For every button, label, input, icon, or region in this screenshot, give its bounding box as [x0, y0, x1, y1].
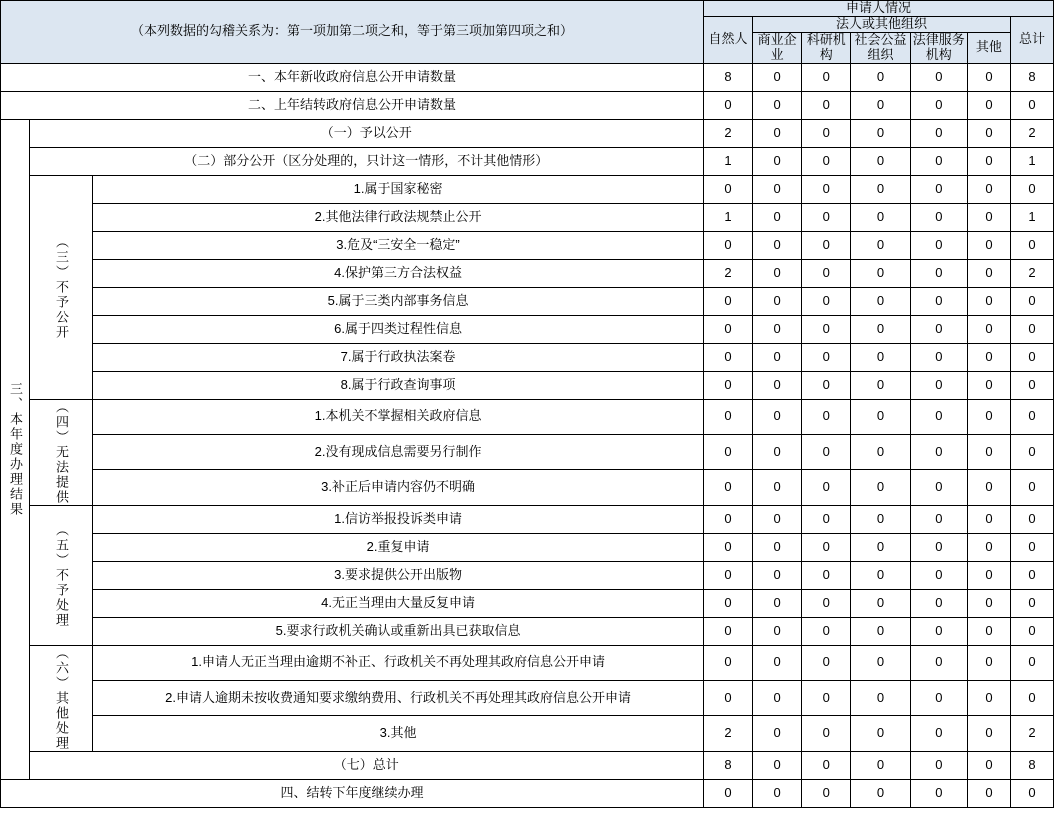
row-label-needs-creation: 2.没有现成信息需要另行制作: [93, 435, 704, 470]
cell-value: 0: [802, 751, 851, 779]
table-row: [1, 231, 1054, 259]
cell-value: 0: [851, 315, 910, 343]
header-legal-entity-group: 法人或其他组织: [753, 16, 1011, 32]
row-label-petition-complaint: 1.信访举报投诉类申请: [93, 505, 704, 533]
cell-value: 0: [703, 399, 752, 434]
header-note-cell: （本列数据的勾稽关系为：第一项加第二项之和，等于第三项加第四项之和）: [1, 1, 704, 64]
row-label-process-info: 6.属于四类过程性信息: [93, 315, 704, 343]
cell-value: 0: [753, 681, 802, 716]
cell-value: 0: [1010, 589, 1053, 617]
cell-value: 0: [851, 343, 910, 371]
cell-value: 0: [910, 315, 967, 343]
cell-value: 0: [910, 779, 967, 807]
cell-value: 0: [802, 399, 851, 434]
cell-value: 0: [1010, 435, 1053, 470]
row-label-still-unclear-after-correction: 3.补正后申请内容仍不明确: [93, 470, 704, 505]
cell-value: 0: [910, 589, 967, 617]
cell-value: 0: [851, 203, 910, 231]
cell-value: 0: [703, 589, 752, 617]
cell-value: 0: [851, 287, 910, 315]
cell-value: 0: [967, 779, 1010, 807]
cell-value: 0: [851, 147, 910, 175]
cell-value: 0: [851, 259, 910, 287]
cell-value: 0: [753, 147, 802, 175]
cell-value: 0: [802, 119, 851, 147]
cell-value: 0: [753, 779, 802, 807]
cell-value: 0: [703, 779, 752, 807]
cell-value: 0: [1010, 505, 1053, 533]
cell-value: 0: [967, 343, 1010, 371]
cell-value: 0: [967, 589, 1010, 617]
header-col-legal-service: 法律服务机构: [910, 32, 967, 63]
cell-value: 0: [967, 561, 1010, 589]
group-label-text: （五）不予处理: [54, 522, 69, 628]
table-row: [1, 287, 1054, 315]
header-applicant-group: 申请人情况: [703, 1, 1053, 17]
cell-value: 0: [967, 147, 1010, 175]
cell-value: 0: [703, 505, 752, 533]
cell-value: 0: [910, 259, 967, 287]
cell-value: 0: [851, 435, 910, 470]
row-label-repeated-without-reason: 4.无正当理由大量反复申请: [93, 589, 704, 617]
row-label-endanger-safety: 3.危及“三安全一稳定”: [93, 231, 704, 259]
cell-value: 0: [851, 119, 910, 147]
cell-value: 0: [802, 561, 851, 589]
cell-value: 0: [802, 259, 851, 287]
cell-value: 0: [967, 259, 1010, 287]
table-row: [1, 645, 1054, 680]
cell-value: 0: [967, 435, 1010, 470]
cell-value: 0: [910, 561, 967, 589]
cell-value: 0: [703, 470, 752, 505]
cell-value: 0: [753, 533, 802, 561]
cell-value: 0: [1010, 315, 1053, 343]
cell-value: 0: [910, 91, 967, 119]
cell-value: 0: [802, 203, 851, 231]
cell-value: 0: [910, 716, 967, 751]
table-row: [1, 343, 1054, 371]
cell-value: 0: [703, 315, 752, 343]
cell-value: 0: [1010, 779, 1053, 807]
cell-value: 0: [851, 751, 910, 779]
cell-value: 0: [802, 470, 851, 505]
cell-value: 0: [703, 533, 752, 561]
cell-value: 0: [753, 315, 802, 343]
cell-value: 0: [967, 470, 1010, 505]
group-label-not-disclosed: [29, 175, 92, 399]
cell-value: 0: [967, 315, 1010, 343]
cell-value: 0: [967, 175, 1010, 203]
row-label-confirm-or-reissue: 5.要求行政机关确认或重新出具已获取信息: [93, 617, 704, 645]
cell-value: 0: [851, 175, 910, 203]
cell-value: 0: [910, 343, 967, 371]
cell-value: 0: [802, 287, 851, 315]
cell-value: 0: [967, 533, 1010, 561]
table-row: [1, 119, 1054, 147]
row-label-carried-over-applications: 二、上年结转政府信息公开申请数量: [1, 91, 704, 119]
cell-value: 0: [753, 505, 802, 533]
cell-value: 0: [703, 435, 752, 470]
cell-value: 0: [802, 175, 851, 203]
group-label-cannot-provide: [29, 399, 92, 505]
group-label-other-handling: [29, 645, 92, 751]
cell-value: 0: [703, 175, 752, 203]
row-label-published-material: 3.要求提供公开出版物: [93, 561, 704, 589]
table-row: [1, 175, 1054, 203]
cell-value: 0: [1010, 231, 1053, 259]
cell-value: 0: [967, 63, 1010, 91]
cell-value: 0: [967, 681, 1010, 716]
cell-value: 0: [703, 287, 752, 315]
cell-value: 0: [910, 645, 967, 680]
cell-value: 0: [851, 561, 910, 589]
table-row: [1, 751, 1054, 779]
cell-value: 0: [703, 231, 752, 259]
cell-value: 0: [910, 63, 967, 91]
cell-value: 0: [753, 231, 802, 259]
cell-value: 0: [851, 231, 910, 259]
cell-value: 0: [753, 399, 802, 434]
cell-value: 0: [967, 505, 1010, 533]
cell-value: 0: [910, 231, 967, 259]
cell-value: 0: [753, 371, 802, 399]
cell-value: 0: [967, 399, 1010, 434]
row-label-other-law-prohibits: 2.其他法律行政法规禁止公开: [93, 203, 704, 231]
cell-value: 0: [910, 435, 967, 470]
row-label-overdue-no-correction: 1.申请人无正当理由逾期不补正、行政机关不再处理其政府信息公开申请: [93, 645, 704, 680]
cell-value: 8: [703, 751, 752, 779]
row-label-state-secret: 1.属于国家秘密: [93, 175, 704, 203]
cell-value: 0: [1010, 287, 1053, 315]
cell-value: 0: [802, 435, 851, 470]
section-label-text: 三、本年度办理结果: [7, 381, 23, 517]
cell-value: 0: [753, 561, 802, 589]
cell-value: 0: [910, 681, 967, 716]
cell-value: 0: [967, 119, 1010, 147]
cell-value: 0: [703, 645, 752, 680]
table-row: [1, 470, 1054, 505]
header-col-business: 商业企业: [753, 32, 802, 63]
cell-value: 0: [967, 371, 1010, 399]
cell-value: 0: [851, 533, 910, 561]
cell-value: 0: [753, 751, 802, 779]
cell-value: 0: [802, 91, 851, 119]
header-col-research: 科研机构: [802, 32, 851, 63]
cell-value: 0: [910, 371, 967, 399]
cell-value: 2: [703, 119, 752, 147]
cell-value: 0: [802, 231, 851, 259]
cell-value: 0: [802, 779, 851, 807]
cell-value: 0: [910, 287, 967, 315]
cell-value: 0: [753, 203, 802, 231]
cell-value: 0: [910, 399, 967, 434]
cell-value: 0: [851, 63, 910, 91]
cell-value: 0: [967, 617, 1010, 645]
cell-value: 0: [1010, 343, 1053, 371]
group-label-text: （三）不予公开: [54, 234, 69, 340]
table-row: [1, 561, 1054, 589]
cell-value: 0: [910, 470, 967, 505]
cell-value: 2: [1010, 716, 1053, 751]
cell-value: 0: [753, 716, 802, 751]
row-label-carry-forward-next-year: 四、结转下年度继续办理: [1, 779, 704, 807]
cell-value: 0: [802, 147, 851, 175]
header-col-total: 总计: [1010, 16, 1053, 63]
cell-value: 0: [910, 175, 967, 203]
cell-value: 0: [967, 645, 1010, 680]
table-row: [1, 91, 1054, 119]
cell-value: 0: [802, 315, 851, 343]
cell-value: 0: [802, 617, 851, 645]
cell-value: 0: [753, 259, 802, 287]
cell-value: 0: [753, 119, 802, 147]
cell-value: 0: [1010, 681, 1053, 716]
row-label-not-in-possession: 1.本机关不掌握相关政府信息: [93, 399, 704, 434]
cell-value: 0: [1010, 561, 1053, 589]
row-label-overdue-no-payment: 2.申请人逾期未按收费通知要求缴纳费用、行政机关不再处理其政府信息公开申请: [93, 681, 704, 716]
cell-value: 0: [753, 91, 802, 119]
cell-value: 0: [1010, 399, 1053, 434]
table-row: [1, 505, 1054, 533]
cell-value: 0: [753, 617, 802, 645]
cell-value: 8: [1010, 63, 1053, 91]
cell-value: 0: [802, 505, 851, 533]
row-label-disclosed: （一）予以公开: [29, 119, 703, 147]
cell-value: 0: [910, 533, 967, 561]
cell-value: 0: [910, 505, 967, 533]
cell-value: 0: [703, 681, 752, 716]
cell-value: 0: [910, 203, 967, 231]
cell-value: 0: [851, 589, 910, 617]
table-row: [1, 589, 1054, 617]
cell-value: 0: [1010, 645, 1053, 680]
table-header-row-1: [1, 1, 1054, 17]
cell-value: 0: [703, 91, 752, 119]
group-label-text: （六）其他处理: [54, 645, 69, 751]
row-label-law-enforcement-file: 7.属于行政执法案卷: [93, 343, 704, 371]
row-label-other: 3.其他: [93, 716, 704, 751]
cell-value: 8: [1010, 751, 1053, 779]
cell-value: 0: [753, 287, 802, 315]
cell-value: 8: [703, 63, 752, 91]
cell-value: 0: [851, 617, 910, 645]
cell-value: 0: [910, 147, 967, 175]
cell-value: 0: [851, 645, 910, 680]
cell-value: 0: [967, 231, 1010, 259]
row-label-duplicate-application: 2.重复申请: [93, 533, 704, 561]
table-row: [1, 371, 1054, 399]
cell-value: 1: [1010, 147, 1053, 175]
cell-value: 0: [851, 470, 910, 505]
cell-value: 0: [910, 617, 967, 645]
cell-value: 0: [802, 533, 851, 561]
cell-value: 0: [967, 716, 1010, 751]
cell-value: 1: [1010, 203, 1053, 231]
cell-value: 2: [1010, 259, 1053, 287]
table-row: [1, 63, 1054, 91]
cell-value: 0: [802, 343, 851, 371]
group-label-not-processed: [29, 505, 92, 645]
cell-value: 0: [802, 681, 851, 716]
cell-value: 2: [1010, 119, 1053, 147]
cell-value: 0: [967, 203, 1010, 231]
header-col-other: 其他: [967, 32, 1010, 63]
cell-value: 0: [753, 343, 802, 371]
cell-value: 0: [851, 91, 910, 119]
table-row: [1, 315, 1054, 343]
cell-value: 0: [1010, 470, 1053, 505]
table-row: [1, 716, 1054, 751]
cell-value: 0: [1010, 91, 1053, 119]
cell-value: 0: [1010, 371, 1053, 399]
cell-value: 0: [851, 779, 910, 807]
cell-value: 0: [851, 716, 910, 751]
row-label-administrative-inquiry: 8.属于行政查询事项: [93, 371, 704, 399]
cell-value: 0: [851, 505, 910, 533]
table-row: [1, 779, 1054, 807]
cell-value: 0: [703, 343, 752, 371]
row-label-internal-affairs: 5.属于三类内部事务信息: [93, 287, 704, 315]
cell-value: 0: [753, 470, 802, 505]
cell-value: 0: [802, 716, 851, 751]
cell-value: 2: [703, 259, 752, 287]
cell-value: 0: [753, 645, 802, 680]
group-label-text: （四）无法提供: [54, 399, 69, 505]
cell-value: 0: [851, 399, 910, 434]
cell-value: 1: [703, 147, 752, 175]
cell-value: 0: [802, 63, 851, 91]
cell-value: 0: [802, 645, 851, 680]
cell-value: 0: [802, 371, 851, 399]
table-row: [1, 259, 1054, 287]
table-row: [1, 203, 1054, 231]
table-row: [1, 617, 1054, 645]
cell-value: 0: [753, 175, 802, 203]
cell-value: 0: [851, 681, 910, 716]
cell-value: 0: [802, 589, 851, 617]
cell-value: 0: [1010, 175, 1053, 203]
row-label-partial-disclosure: （二）部分公开（区分处理的，只计这一情形，不计其他情形）: [29, 147, 703, 175]
header-col-social-welfare: 社会公益组织: [851, 32, 910, 63]
table-row: [1, 435, 1054, 470]
cell-value: 0: [851, 371, 910, 399]
cell-value: 0: [967, 91, 1010, 119]
table-row: [1, 533, 1054, 561]
row-label-third-party-rights: 4.保护第三方合法权益: [93, 259, 704, 287]
cell-value: 1: [703, 203, 752, 231]
table-row: [1, 681, 1054, 716]
row-label-new-applications: 一、本年新收政府信息公开申请数量: [1, 63, 704, 91]
cell-value: 0: [753, 63, 802, 91]
cell-value: 0: [703, 617, 752, 645]
cell-value: 0: [1010, 533, 1053, 561]
cell-value: 0: [910, 751, 967, 779]
cell-value: 2: [703, 716, 752, 751]
cell-value: 0: [967, 287, 1010, 315]
cell-value: 0: [753, 589, 802, 617]
cell-value: 0: [1010, 617, 1053, 645]
section-label-annual-processing-result: [1, 119, 30, 779]
cell-value: 0: [753, 435, 802, 470]
cell-value: 0: [910, 119, 967, 147]
table-row: [1, 147, 1054, 175]
cell-value: 0: [703, 371, 752, 399]
table-row: [1, 399, 1054, 434]
cell-value: 0: [703, 561, 752, 589]
row-label-subtotal: （七）总计: [29, 751, 703, 779]
header-col-natural-person: 自然人: [703, 16, 752, 63]
cell-value: 0: [967, 751, 1010, 779]
